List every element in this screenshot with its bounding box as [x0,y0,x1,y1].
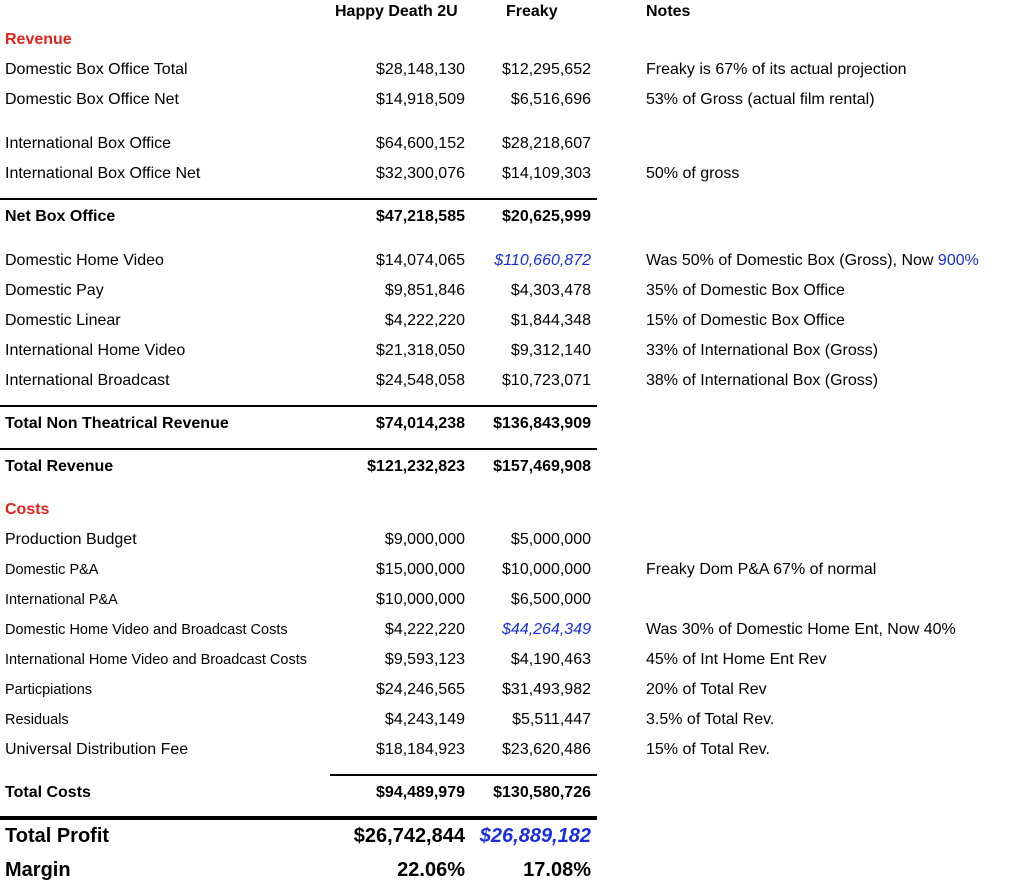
row-domestic-linear [0,310,1024,332]
value-freaky: $130,580,726 [493,784,591,801]
value-happy-death-2u: $4,222,220 [384,312,465,329]
note-text: Was 50% of Domestic Box (Gross), Now [646,252,938,269]
value-happy-death-2u: $15,000,000 [376,561,465,578]
row-label: Total Profit [5,825,110,847]
value-freaky: $9,312,140 [510,342,591,359]
row-domestic-box-office-net [0,89,1024,111]
header-happy-death-2u: Happy Death 2U [335,3,458,20]
row-label: Residuals [5,712,69,728]
row-label: Production Budget [5,531,137,548]
value-happy-death-2u: $74,014,238 [376,415,465,432]
row-label: Domestic Linear [5,312,121,329]
row-domestic-box-office-total [0,59,1024,81]
divider [0,405,597,407]
value-happy-death-2u: $32,300,076 [376,165,465,182]
value-happy-death-2u: $24,246,565 [376,681,465,698]
row-label: International Broadcast [5,372,170,389]
note: Freaky Dom P&A 67% of normal [646,561,877,578]
value-happy-death-2u: 22.06% [397,859,465,881]
value-happy-death-2u: $9,851,846 [384,282,465,299]
value-happy-death-2u: $94,489,979 [376,784,465,801]
value-freaky-highlight: $110,660,872 [494,252,591,269]
note: 35% of Domestic Box Office [646,282,845,299]
value-freaky: $14,109,303 [502,165,591,182]
note: 50% of gross [646,165,740,182]
divider [330,774,597,776]
value-happy-death-2u: $14,918,509 [376,91,465,108]
row-label: Margin [5,859,71,881]
value-freaky: $6,516,696 [510,91,591,108]
note: 3.5% of Total Rev. [646,711,775,728]
row-residuals [0,709,1024,731]
value-happy-death-2u: $4,243,149 [384,711,465,728]
note: 15% of Domestic Box Office [646,312,845,329]
value-freaky: $5,000,000 [510,531,591,548]
row-domestic-pa [0,559,1024,581]
value-happy-death-2u: $47,218,585 [376,208,465,225]
note: 53% of Gross (actual film rental) [646,91,875,108]
row-label: Domestic Box Office Net [5,91,179,108]
value-freaky: $5,511,447 [512,711,591,728]
row-label: Particpiations [5,682,93,698]
row-international-box-office-net [0,163,1024,185]
row-universal-distribution-fee [0,739,1024,761]
value-happy-death-2u: $9,000,000 [384,531,465,548]
note-highlight: 900% [937,252,979,269]
row-label: Domestic P&A [5,562,99,578]
note: Freaky is 67% of its actual projection [646,61,907,78]
header-notes: Notes [646,3,691,20]
value-happy-death-2u: $28,148,130 [376,61,465,78]
value-happy-death-2u: $64,600,152 [376,135,465,152]
value-happy-death-2u: $18,184,923 [376,741,465,758]
row-label: International P&A [5,592,118,608]
value-freaky: $157,469,908 [493,458,591,475]
row-label: International Box Office [5,135,172,152]
section-revenue-label: Revenue [5,31,72,48]
row-label: Total Revenue [5,458,114,475]
value-freaky: $31,493,982 [502,681,591,698]
note: 15% of Total Rev. [646,741,770,758]
row-total-profit [0,822,1024,850]
row-participations [0,679,1024,701]
row-total-costs [0,782,1024,804]
row-label: Universal Distribution Fee [5,741,189,758]
value-freaky: $28,218,607 [502,135,591,152]
value-happy-death-2u: $21,318,050 [376,342,465,359]
value-freaky: 17.08% [523,859,591,881]
value-freaky: $4,303,478 [510,282,591,299]
note: 20% of Total Rev [646,681,767,698]
row-label: Net Box Office [5,208,116,225]
divider [0,448,597,450]
row-domestic-home-video [0,250,1024,272]
value-freaky: $10,000,000 [502,561,591,578]
value-happy-death-2u: $4,222,220 [384,621,465,638]
row-margin [0,856,1024,884]
row-label: Total Non Theatrical Revenue [5,415,229,432]
value-happy-death-2u: $24,548,058 [376,372,465,389]
row-international-pa [0,589,1024,611]
row-label: Domestic Box Office Total [5,61,188,78]
value-freaky-highlight: $44,264,349 [502,621,591,638]
value-freaky: $20,625,999 [502,208,591,225]
row-domestic-home-video-broadcast-costs [0,619,1024,641]
value-happy-death-2u: $26,742,844 [353,825,465,847]
row-label: Domestic Home Video and Broadcast Costs [5,622,288,638]
row-international-home-video-broadcast-costs [0,649,1024,671]
value-happy-death-2u: $14,074,065 [376,252,465,269]
value-happy-death-2u: $9,593,123 [384,651,465,668]
value-freaky: $4,190,463 [510,651,591,668]
note: 45% of Int Home Ent Rev [646,651,827,668]
row-international-box-office [0,133,1024,155]
section-revenue [0,29,1024,51]
note: Was 30% of Domestic Home Ent, Now 40% [646,621,956,638]
row-total-non-theatrical-revenue [0,413,1024,435]
row-label: International Box Office Net [5,165,201,182]
value-happy-death-2u: $10,000,000 [376,591,465,608]
value-freaky-highlight: $26,889,182 [479,825,591,847]
row-label: Domestic Home Video [5,252,164,269]
row-domestic-pay [0,280,1024,302]
value-freaky: $12,295,652 [502,61,591,78]
value-freaky: $136,843,909 [493,415,591,432]
divider-thick [0,816,597,820]
note [646,250,979,272]
section-costs [0,499,1024,521]
row-production-budget [0,529,1024,551]
value-freaky: $1,844,348 [510,312,591,329]
row-net-box-office [0,206,1024,228]
header-freaky: Freaky [506,3,558,20]
divider [0,198,597,200]
note: 33% of International Box (Gross) [646,342,879,359]
section-costs-label: Costs [5,501,50,518]
value-freaky: $10,723,071 [502,372,591,389]
row-label: Domestic Pay [5,282,104,299]
value-happy-death-2u: $121,232,823 [367,458,465,475]
row-label: Total Costs [5,784,91,801]
row-label: International Home Video [5,342,186,359]
note: 38% of International Box (Gross) [646,372,879,389]
row-total-revenue [0,456,1024,478]
value-freaky: $6,500,000 [510,591,591,608]
row-international-broadcast [0,370,1024,392]
row-international-home-video [0,340,1024,362]
row-label: International Home Video and Broadcast Costs [5,652,307,668]
value-freaky: $23,620,486 [502,741,591,758]
